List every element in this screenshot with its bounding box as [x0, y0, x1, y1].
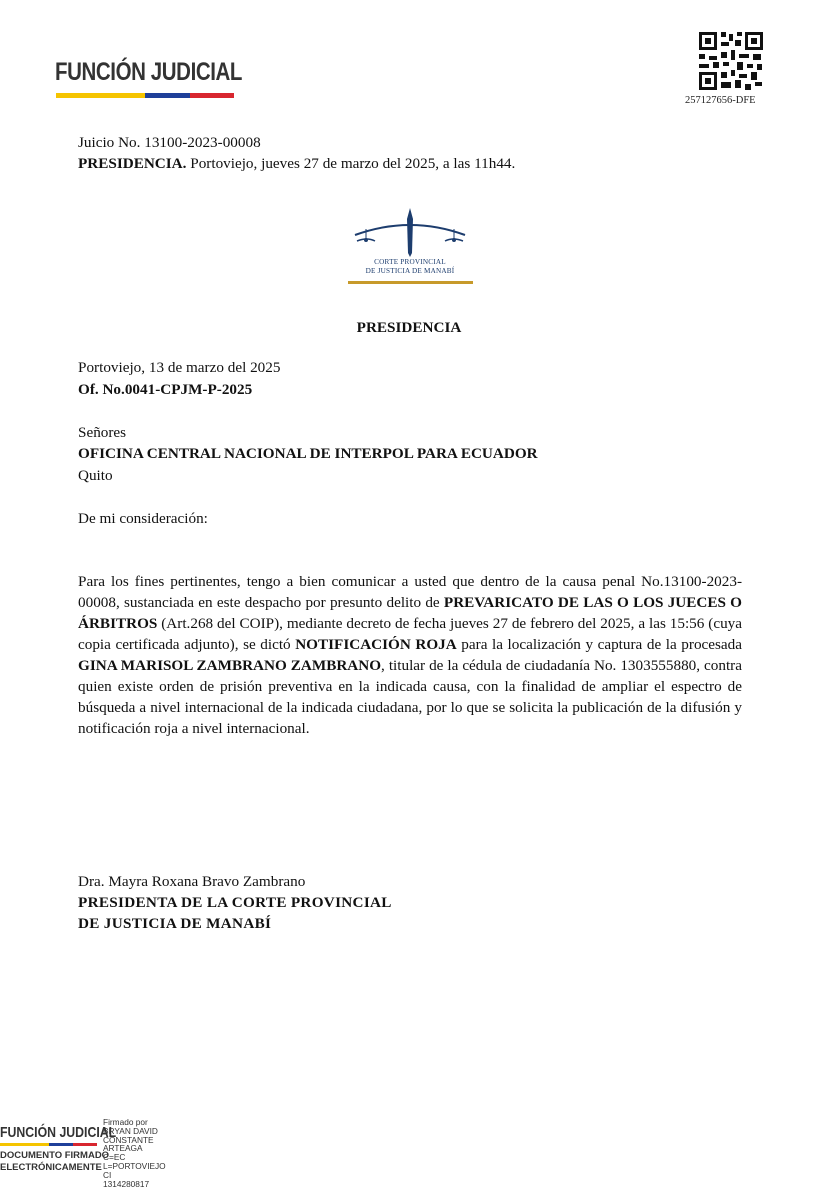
flag-yellow [56, 93, 145, 98]
page-heading: PRESIDENCIA [356, 319, 462, 336]
stamp-flag-red [73, 1143, 97, 1146]
stamp-signer-line: Firmado por [103, 1117, 148, 1127]
presidencia-line [78, 154, 515, 175]
case-number: Juicio No. 13100-2023-00008 [78, 134, 261, 151]
flag-red [190, 93, 235, 98]
flag-blue [145, 93, 190, 98]
court-name [345, 258, 475, 276]
stamp-signer-line: 1314280817 [103, 1178, 150, 1189]
stamp-flag-yellow [0, 1143, 49, 1146]
body-text-2: (Art.268 del COIP), mediante decreto de fecha jueves 27 de febrero del 2025, a las 15:56 (cuya copia certificada adjunto), se dictó [78, 615, 742, 653]
qr-code-icon [697, 30, 765, 92]
salutation: Señores [78, 424, 127, 441]
stamp-flag-stripe [0, 1143, 97, 1146]
qr-code-label: 257127656-DFE [685, 95, 756, 106]
greeting: De mi consideración: [78, 510, 208, 527]
body-text-3: para la localización y captura de la procesada [456, 636, 742, 653]
recipient-city: Quito [78, 467, 113, 484]
body-crime: PREVARICATO DE LAS O LOS JUECES O ÁRBITROS [78, 594, 742, 632]
court-scales-icon [345, 205, 475, 289]
stamp-signer-line: CI [103, 1169, 112, 1180]
stamp-signer-line: L=PORTOVIEJO [103, 1160, 166, 1171]
signer-name: Dra. Mayra Roxana Bravo Zambrano [78, 873, 306, 890]
stamp-signer-line: C=EC [103, 1152, 126, 1163]
stamp-logo: FUNCIÓN JUDICIAL [0, 1124, 117, 1141]
stamp-flag-blue [49, 1143, 73, 1146]
stamp-signer-line: CONSTANTE [103, 1134, 154, 1145]
court-logo-bar [348, 281, 473, 284]
stamp-doc-line1: DOCUMENTO FIRMADO [0, 1150, 110, 1161]
stamp-doc-line2: ELECTRÓNICAMENTE [0, 1162, 102, 1173]
signer-title-2: DE JUSTICIA DE MANABÍ [78, 915, 272, 932]
presidencia-date: Portoviejo, jueves 27 de marzo del 2025, a las 11h44. [186, 155, 516, 172]
court-name-line2: DE JUSTICIA DE MANABÍ [365, 267, 455, 275]
court-name-line1: CORTE PROVINCIAL [374, 258, 446, 266]
place-date: Portoviejo, 13 de marzo del 2025 [78, 359, 281, 376]
stamp-signer [103, 1118, 193, 1188]
stamp-doc-text [0, 1150, 109, 1174]
body-notice: NOTIFICACIÓN ROJA [295, 636, 457, 653]
recipient: OFICINA CENTRAL NACIONAL DE INTERPOL PARA ECUADOR [78, 445, 538, 462]
body-text-1: Para los fines pertinentes, tengo a bien comunicar a usted que dentro de la causa penal No.13100-2023-00008, sustanciada en este despacho por presunto delito de [78, 573, 742, 611]
stamp-signer-line: ARTEAGA [103, 1143, 143, 1154]
stamp-signer-line: BRYAN DAVID [103, 1125, 158, 1136]
letter-body [78, 571, 742, 739]
body-person: GINA MARISOL ZAMBRANO ZAMBRANO [78, 657, 382, 674]
funcion-judicial-logo: FUNCIÓN JUDICIAL [55, 58, 243, 86]
body-text-4: , titular de la cédula de ciudadanía No. 1303555880, contra quien existe orden de prisión preventiva en la indicada causa, con la finalidad de ampliar el espectro de búsqueda a nivel internacional de la indicada ciudadana, por lo que se solicita la publicación de la difusión y notificación roja a nivel internacional. [78, 657, 742, 737]
presidencia-label: PRESIDENCIA. [78, 155, 187, 172]
flag-stripe [56, 93, 234, 98]
signer-title-1: PRESIDENTA DE LA CORTE PROVINCIAL [78, 894, 392, 911]
office-number: Of. No.0041-CPJM-P-2025 [78, 381, 253, 398]
